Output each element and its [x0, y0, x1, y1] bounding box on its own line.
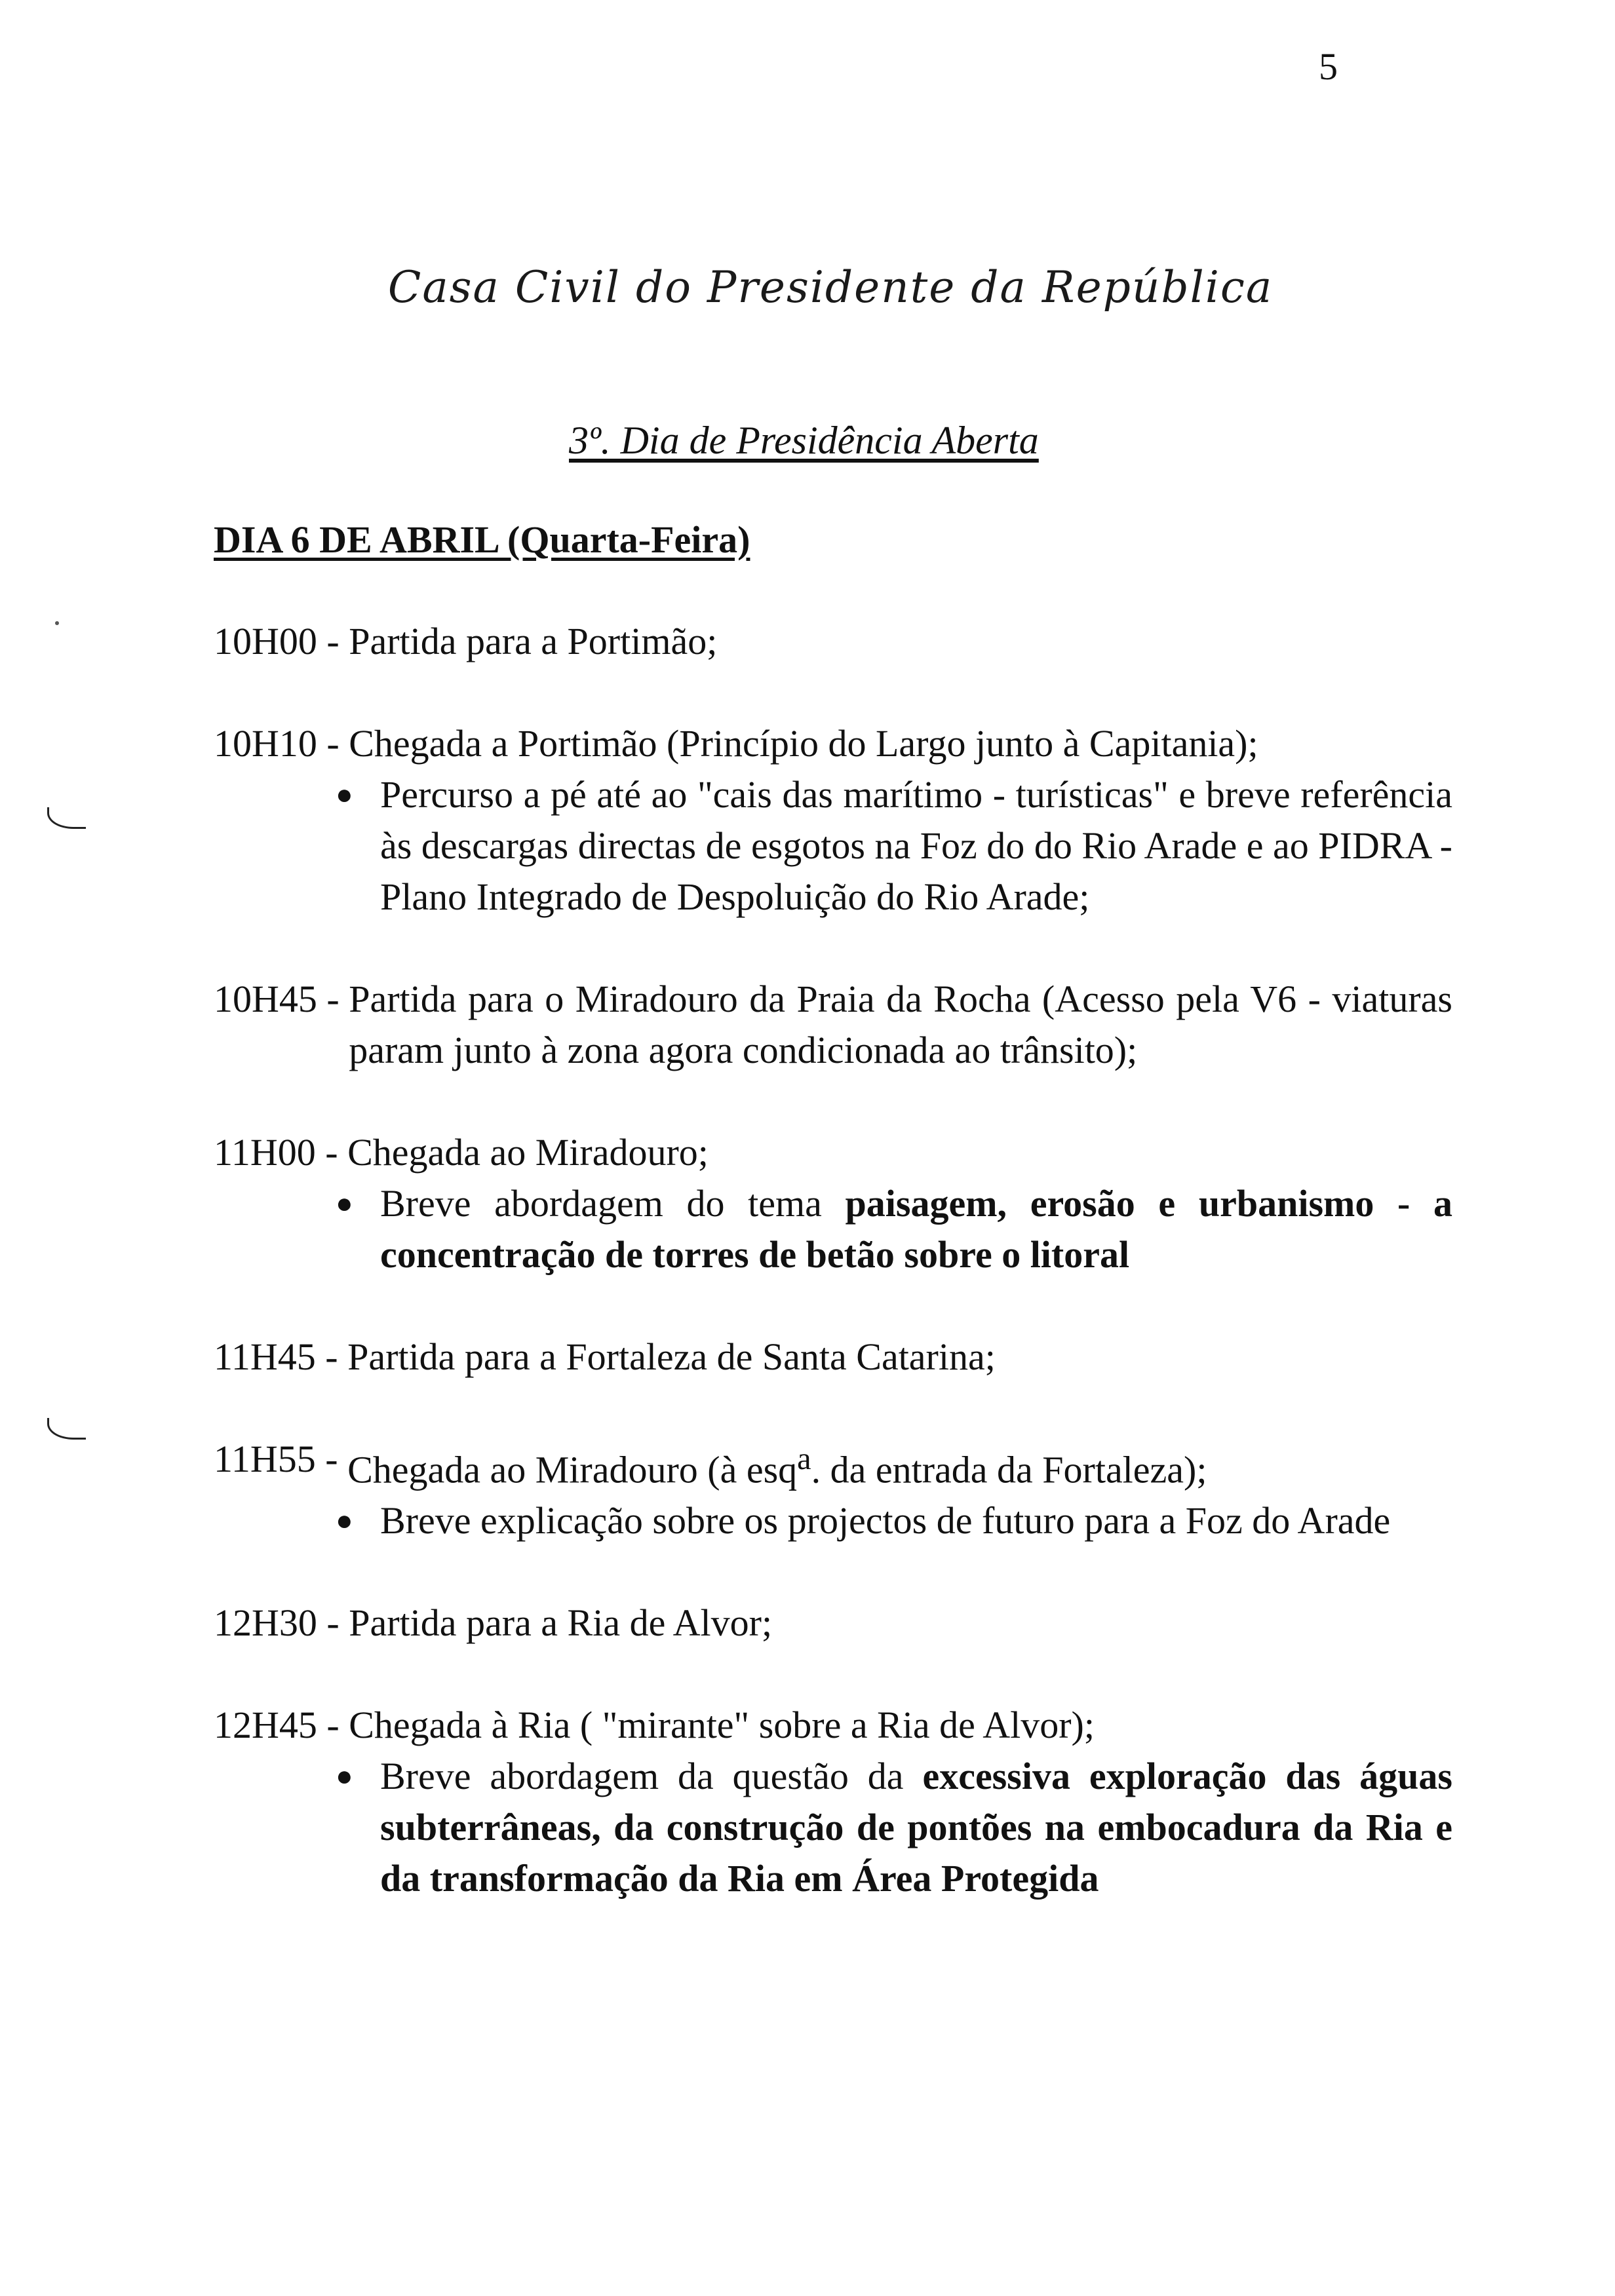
- schedule-entry: [214, 1700, 1452, 1904]
- document-title: 3º. Dia de Presidência Aberta: [569, 419, 1039, 462]
- entry-bullet: [336, 1751, 1452, 1904]
- schedule-entry: [214, 974, 1452, 1076]
- entry-separator: -: [315, 1131, 348, 1174]
- entry-description: Partida para a Fortaleza de Santa Catarina;: [347, 1335, 996, 1378]
- entry-description: Partida para a Ria de Alvor;: [349, 1601, 773, 1645]
- entry-text-before: Chegada ao Miradouro (à esq: [347, 1448, 798, 1491]
- entry-time: 10H45: [214, 978, 317, 1020]
- entry-time: 12H30: [214, 1601, 317, 1645]
- schedule-entry: [214, 1127, 1452, 1280]
- bullet-text-plain: Breve abordagem do tema: [380, 1182, 846, 1225]
- bullet-text: Percurso a pé até ao "cais das marítimo - turísticas" e breve referência às descargas directas de esgotos na Foz do do Rio Arade e ao PIDRA - Plano Integrado de Despoluição do Rio Arade;: [380, 773, 1452, 918]
- entry-separator: -: [317, 620, 349, 662]
- entry-text-after: . da entrada da Fortaleza);: [811, 1448, 1207, 1491]
- bullet-text-emphasis: paisagem, erosão e urbanismo - a concentração de torres de betão sobre o litoral: [380, 1182, 1452, 1276]
- scan-speck: [55, 621, 59, 625]
- entry-description: [347, 1434, 1452, 1495]
- entry-time: 12H45: [214, 1704, 317, 1747]
- bullet-icon: ●: [336, 1187, 353, 1219]
- entry-description: Partida para a Portimão;: [349, 620, 718, 662]
- schedule-entry: [214, 1434, 1452, 1546]
- schedule-entry: [214, 1331, 1452, 1383]
- schedule-list: [214, 616, 1452, 1955]
- bullet-icon: ●: [336, 1504, 353, 1537]
- entry-time: 11H55: [214, 1438, 316, 1480]
- bullet-text-plain: Breve abordagem da questão da: [380, 1755, 923, 1798]
- entry-separator: -: [317, 978, 349, 1020]
- entry-time: 11H00: [214, 1131, 316, 1174]
- letterhead: Casa Civil do Presidente da República: [387, 262, 1274, 313]
- entry-description: Chegada a Portimão (Princípio do Largo junto à Capitania);: [349, 722, 1258, 765]
- bullet-text-emphasis: excessiva exploração das águas subterrâneas, da construção de pontões na embocadura da Ria e da transformação da Ria em Área Protegida: [380, 1755, 1452, 1900]
- margin-tick-mark: [47, 1418, 86, 1440]
- entry-separator: -: [315, 1335, 348, 1378]
- bullet-text: [380, 1178, 1452, 1280]
- bullet-icon: ●: [336, 778, 353, 811]
- entry-separator: -: [317, 1704, 349, 1747]
- margin-tick-mark: [47, 807, 86, 829]
- bullet-text: Breve explicação sobre os projectos de futuro para a Foz do Arade: [380, 1499, 1391, 1542]
- entry-time: 10H10: [214, 722, 317, 765]
- entry-description: Chegada ao Miradouro;: [347, 1131, 709, 1174]
- entry-separator: -: [317, 1601, 349, 1645]
- bullet-text: [380, 1751, 1452, 1904]
- day-heading: DIA 6 DE ABRIL (Quarta-Feira): [214, 518, 750, 561]
- bullet-icon: ●: [336, 1760, 353, 1793]
- entry-description: Partida para o Miradouro da Praia da Rocha (Acesso pela V6 - viaturas param junto à zona agora condicionada ao trânsito);: [349, 978, 1452, 1071]
- entry-separator: -: [315, 1438, 348, 1480]
- entry-time: 10H00: [214, 620, 317, 662]
- entry-separator: -: [317, 722, 349, 765]
- schedule-entry: [214, 718, 1452, 923]
- entry-superscript: a: [797, 1442, 811, 1476]
- page-number: 5: [1319, 45, 1338, 88]
- schedule-entry: [214, 616, 1452, 667]
- entry-bullet: [336, 1178, 1452, 1280]
- entry-bullet: [336, 1495, 1452, 1546]
- entry-description: Chegada à Ria ( "mirante" sobre a Ria de Alvor);: [349, 1704, 1095, 1747]
- entry-bullet: [336, 769, 1452, 923]
- entry-time: 11H45: [214, 1335, 316, 1378]
- schedule-entry: [214, 1598, 1452, 1649]
